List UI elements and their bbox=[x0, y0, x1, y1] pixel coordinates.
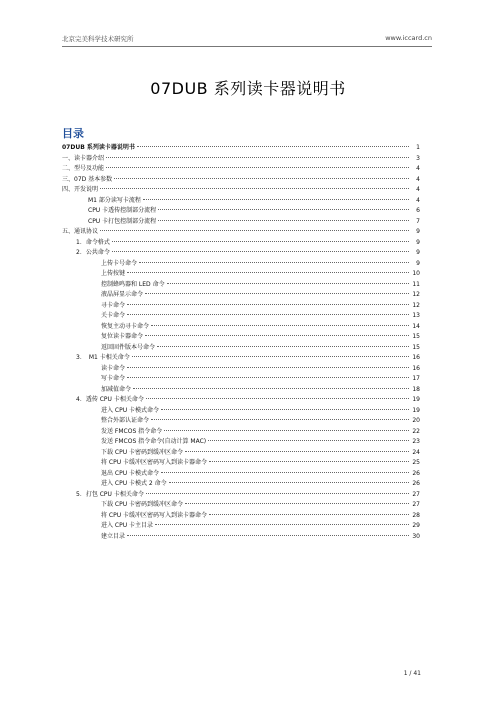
toc-entry-page: 14 bbox=[412, 322, 420, 330]
toc-leader-dots bbox=[158, 220, 409, 221]
toc-entry-page: 16 bbox=[412, 354, 420, 361]
toc-entry-text: 5．打包 CPU 卡相关命令 bbox=[76, 490, 144, 498]
toc-entry-text: 发送 FMCOS 指令命令 bbox=[101, 427, 163, 435]
toc-entry[interactable] bbox=[62, 332, 420, 343]
toc-entry-text: 建立目录 bbox=[101, 532, 126, 540]
toc-entry-text: 下载 CPU 卡密码到缓冲区命令 bbox=[101, 501, 184, 508]
toc-entry-text: 四、开发说明 bbox=[62, 186, 99, 193]
toc-entry-page: 22 bbox=[412, 427, 420, 435]
toc-entry[interactable] bbox=[62, 206, 420, 217]
toc-entry-page: 24 bbox=[412, 448, 420, 456]
toc-leader-dots bbox=[151, 419, 409, 420]
toc-entry-page: 19 bbox=[412, 396, 420, 403]
toc-entry[interactable] bbox=[62, 143, 420, 154]
toc-entry[interactable] bbox=[62, 479, 420, 490]
toc-entry[interactable] bbox=[62, 353, 420, 364]
toc-entry-text: 返回固件版本号命令 bbox=[101, 343, 156, 351]
toc-heading: 目录 bbox=[62, 127, 84, 140]
toc-entry-text: 上传卡号命令 bbox=[101, 259, 138, 267]
toc-entry-page: 26 bbox=[412, 480, 420, 487]
toc-leader-dots bbox=[164, 430, 409, 431]
toc-entry-page: 9 bbox=[416, 249, 420, 256]
toc-entry-page: 17 bbox=[412, 375, 420, 382]
toc-entry-text: 读卡命令 bbox=[101, 364, 126, 372]
toc-entry-text: 三、07D 基本参数 bbox=[62, 175, 113, 183]
document-title: 07DUB 系列读卡器说明书 bbox=[150, 79, 346, 98]
toc-entry-text: 加减值命令 bbox=[101, 385, 132, 393]
toc-entry-page: 9 bbox=[416, 259, 420, 267]
toc-entry-page: 19 bbox=[412, 406, 420, 414]
toc-entry[interactable] bbox=[62, 280, 420, 291]
toc-leader-dots bbox=[133, 388, 409, 389]
toc-entry-page: 15 bbox=[412, 333, 420, 340]
toc-entry-text: 二、型号及功能 bbox=[62, 165, 105, 172]
toc-entry[interactable] bbox=[62, 164, 420, 175]
toc-leader-dots bbox=[151, 325, 409, 326]
toc-leader-dots bbox=[114, 178, 409, 179]
toc-entry-page: 15 bbox=[412, 343, 420, 351]
toc-leader-dots bbox=[127, 314, 409, 315]
toc-entry[interactable] bbox=[62, 227, 420, 238]
toc-leader-dots bbox=[185, 503, 409, 504]
toc-entry-page: 23 bbox=[412, 438, 420, 445]
toc-entry-text: 五、通讯协议 bbox=[62, 228, 99, 235]
toc-entry-text: 进入 CPU 卡模式命令 bbox=[101, 406, 160, 414]
toc-entry-page: 10 bbox=[412, 270, 420, 277]
toc-entry-page: 12 bbox=[412, 291, 420, 298]
toc-entry-text: 恢复主动寻卡命令 bbox=[101, 322, 150, 330]
toc-entry-page: 4 bbox=[416, 175, 420, 183]
toc-entry-page: 27 bbox=[412, 501, 420, 508]
toc-leader-dots bbox=[208, 440, 409, 441]
toc-entry[interactable] bbox=[62, 469, 420, 480]
toc-leader-dots bbox=[209, 514, 409, 515]
toc-entry-text: 1．命令格式 bbox=[76, 238, 110, 246]
toc-entry-text: CPU 卡打包控制部分流程 bbox=[88, 217, 157, 225]
toc-entry-page: 16 bbox=[412, 364, 420, 372]
toc-leader-dots bbox=[127, 377, 409, 378]
header-org-name: 北京完美科学技术研究所 bbox=[62, 35, 134, 43]
toc-leader-dots bbox=[127, 304, 409, 305]
toc-leader-dots bbox=[139, 262, 409, 263]
toc-entry-text: 一、读卡器介绍 bbox=[62, 154, 105, 162]
toc-entry-text: 07DUB 系列读卡器说明书 bbox=[62, 144, 135, 151]
toc-entry-text: 退出 CPU 卡模式命令 bbox=[101, 469, 160, 477]
header-website: www.iccard.cn bbox=[385, 34, 432, 42]
toc-entry[interactable] bbox=[62, 374, 420, 385]
toc-entry[interactable] bbox=[62, 511, 420, 522]
toc-entry-text: 关卡命令 bbox=[101, 312, 126, 319]
toc-entry-page: 29 bbox=[412, 522, 420, 529]
toc-leader-dots bbox=[127, 535, 409, 536]
toc-entry[interactable] bbox=[62, 217, 420, 228]
toc-entry[interactable] bbox=[62, 448, 420, 459]
toc-entry-text: 控制蜂鸣器和 LED 命令 bbox=[101, 280, 165, 288]
toc-entry-page: 4 bbox=[416, 196, 420, 204]
toc-entry-text: CPU 卡透传控制部分流程 bbox=[88, 207, 157, 214]
toc-entry-text: 整合外部认证命令 bbox=[101, 417, 150, 424]
toc-entry[interactable] bbox=[62, 154, 420, 165]
toc-entry-text: 4．透传 CPU 卡相关命令 bbox=[76, 396, 144, 403]
toc-leader-dots bbox=[137, 146, 409, 147]
toc-leader-dots bbox=[127, 272, 409, 273]
toc-leader-dots bbox=[155, 524, 409, 525]
toc-leader-dots bbox=[106, 157, 409, 158]
toc-entry[interactable] bbox=[62, 427, 420, 438]
toc-entry[interactable] bbox=[62, 490, 420, 501]
toc-leader-dots bbox=[185, 451, 409, 452]
toc-entry-text: 3． M1 卡相关命令 bbox=[76, 354, 130, 361]
toc-leader-dots bbox=[112, 251, 409, 252]
toc-entry[interactable] bbox=[62, 290, 420, 301]
toc-entry-text: 将 CPU 卡缓冲区密码写入到读卡器命令 bbox=[101, 511, 208, 519]
toc-entry-text: 下载 CPU 卡密码到缓冲区命令 bbox=[101, 448, 184, 456]
toc-entry[interactable] bbox=[62, 364, 420, 375]
toc-entry-page: 9 bbox=[416, 228, 420, 235]
toc-leader-dots bbox=[100, 188, 409, 189]
toc-entry[interactable] bbox=[62, 196, 420, 207]
toc-leader-dots bbox=[167, 283, 409, 284]
toc-entry[interactable] bbox=[62, 185, 420, 196]
toc-entry[interactable] bbox=[62, 322, 420, 333]
toc-entry[interactable] bbox=[62, 175, 420, 186]
toc-entry-page: 7 bbox=[416, 217, 420, 225]
toc-entry-text: 上传按键 bbox=[101, 270, 126, 277]
toc-entry-page: 4 bbox=[416, 165, 420, 172]
toc-entry[interactable] bbox=[62, 259, 420, 270]
toc-entry-text: 进入 CPU 卡模式 2 命令 bbox=[101, 480, 167, 487]
toc-entry-page: 6 bbox=[416, 207, 420, 214]
toc-leader-dots bbox=[112, 241, 409, 242]
toc-entry-text: 进入 CPU 卡主目录 bbox=[101, 522, 154, 529]
toc-leader-dots bbox=[161, 409, 409, 410]
toc-entry-page: 11 bbox=[412, 280, 420, 288]
toc-entry[interactable] bbox=[62, 238, 420, 249]
toc-leader-dots bbox=[209, 461, 409, 462]
toc-leader-dots bbox=[145, 293, 409, 294]
toc-entry-page: 30 bbox=[412, 532, 420, 540]
toc-entry-text: 复位读卡器命令 bbox=[101, 333, 144, 340]
toc-leader-dots bbox=[145, 335, 409, 336]
toc-entry[interactable] bbox=[62, 343, 420, 354]
toc-leader-dots bbox=[143, 199, 409, 200]
toc-entry-page: 4 bbox=[416, 186, 420, 193]
toc-entry-page: 26 bbox=[412, 469, 420, 477]
toc-leader-dots bbox=[169, 482, 409, 483]
toc-entry-text: M1 部分读写卡流程 bbox=[88, 196, 141, 204]
toc-entry-page: 20 bbox=[412, 417, 420, 424]
toc-entry-page: 25 bbox=[412, 459, 420, 466]
toc-entry[interactable] bbox=[62, 269, 420, 280]
toc-entry-page: 18 bbox=[412, 385, 420, 393]
toc-entry-text: 写卡命令 bbox=[101, 375, 126, 382]
toc-entry-page: 12 bbox=[412, 301, 420, 309]
toc-entry-page: 3 bbox=[416, 154, 420, 162]
toc-entry[interactable] bbox=[62, 385, 420, 396]
toc-entry-page: 27 bbox=[412, 490, 420, 498]
toc-entry[interactable] bbox=[62, 248, 420, 259]
toc-leader-dots bbox=[100, 230, 409, 231]
toc-leader-dots bbox=[132, 356, 409, 357]
toc-entry[interactable] bbox=[62, 532, 420, 543]
toc-entry[interactable] bbox=[62, 311, 420, 322]
toc-leader-dots bbox=[161, 472, 409, 473]
toc-entry-text: 将 CPU 卡缓冲区密码写入到读卡器命令 bbox=[101, 459, 208, 466]
toc-entry[interactable] bbox=[62, 416, 420, 427]
page-header bbox=[62, 34, 432, 47]
toc-leader-dots bbox=[158, 209, 409, 210]
toc-entry-text: 发送 FMCOS 指令命令(自动计算 MAC) bbox=[101, 438, 207, 445]
toc-entry[interactable] bbox=[62, 458, 420, 469]
toc-entry-page: 13 bbox=[412, 312, 420, 319]
toc-leader-dots bbox=[127, 367, 409, 368]
toc-entry[interactable] bbox=[62, 301, 420, 312]
toc-entry-page: 28 bbox=[412, 511, 420, 519]
toc-entry-text: 寻卡命令 bbox=[101, 301, 126, 309]
toc-entry-page: 1 bbox=[416, 144, 420, 151]
toc-leader-dots bbox=[157, 346, 409, 347]
toc-entry[interactable] bbox=[62, 521, 420, 532]
toc-entry-page: 9 bbox=[416, 238, 420, 246]
toc-entry[interactable] bbox=[62, 395, 420, 406]
toc-entry[interactable] bbox=[62, 437, 420, 448]
toc-entry-text: 2．公共命令 bbox=[76, 249, 110, 256]
toc-entry[interactable] bbox=[62, 500, 420, 511]
table-of-contents bbox=[62, 143, 420, 542]
toc-entry[interactable] bbox=[62, 406, 420, 417]
page-number: 1 / 41 bbox=[403, 670, 421, 677]
toc-leader-dots bbox=[106, 167, 409, 168]
toc-entry-text: 液晶屏显示命令 bbox=[101, 291, 144, 298]
toc-leader-dots bbox=[146, 398, 409, 399]
toc-leader-dots bbox=[146, 493, 409, 494]
